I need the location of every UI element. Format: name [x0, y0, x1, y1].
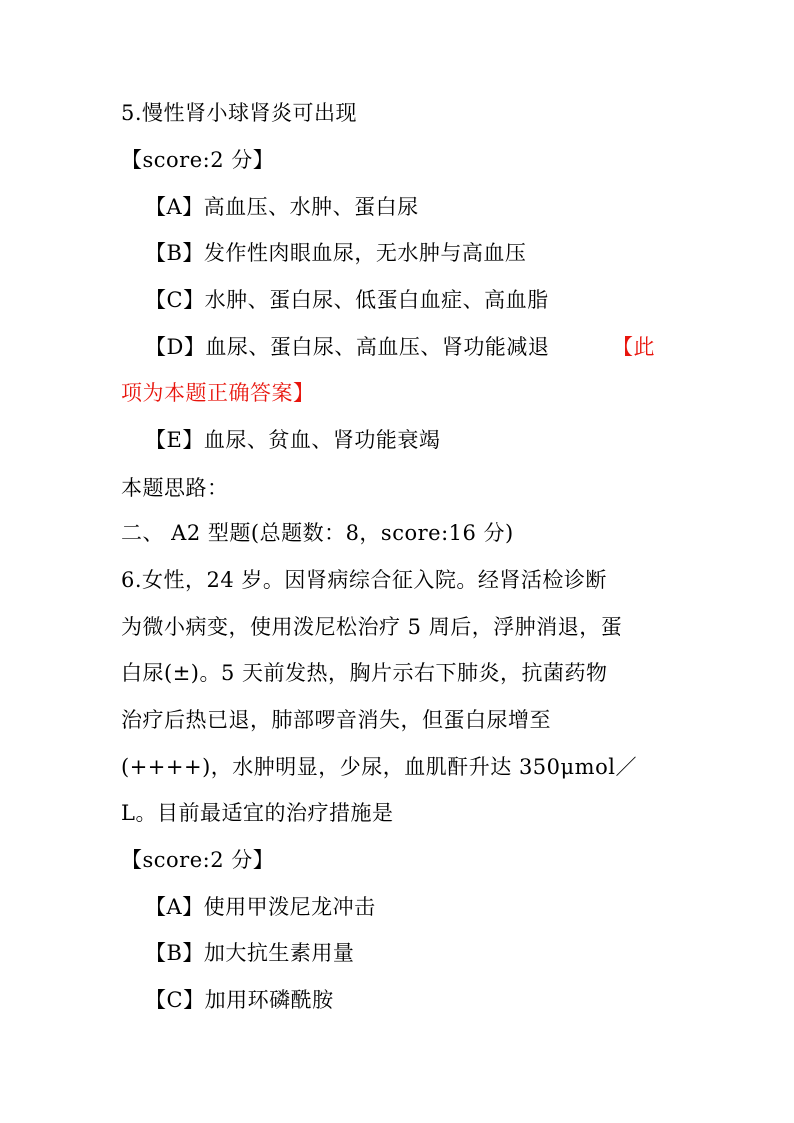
q5-option-e: 【E】血尿、贫血、肾功能衰竭 — [145, 428, 441, 452]
q6-question-line: (++++)，水肿明显，少尿，血肌酐升达 350μmol／ — [121, 755, 637, 779]
q5-correct-mark-part2: 项为本题正确答案】 — [121, 381, 315, 405]
q5-option-c: 【C】水肿、蛋白尿、低蛋白血症、高血脂 — [145, 288, 549, 312]
q5-thinking: 本题思路： — [121, 476, 229, 500]
q6-score: 【score:2 分】 — [121, 848, 275, 872]
q6-question-line: 为微小病变，使用泼尼松治疗 5 周后，浮肿消退，蛋 — [121, 615, 623, 639]
q5-option-a: 【A】高血压、水肿、蛋白尿 — [145, 195, 419, 219]
q6-question-line: 6.女性，24 岁。因肾病综合征入院。经肾活检诊断 — [121, 568, 607, 592]
section-heading: 二、 A2 型题(总题数：8，score:16 分) — [121, 521, 514, 545]
q6-question-line: 治疗后热已退，肺部啰音消失，但蛋白尿增至 — [121, 708, 551, 732]
q6-option-b: 【B】加大抗生素用量 — [145, 941, 355, 965]
q5-correct-mark-part1: 【此 — [612, 335, 655, 359]
q6-question-line: 白尿(±)。5 天前发热，胸片示右下肺炎，抗菌药物 — [121, 661, 608, 685]
q6-question-line: L。目前最适宜的治疗措施是 — [121, 801, 394, 825]
q5-option-d: 【D】血尿、蛋白尿、高血压、肾功能减退 — [145, 335, 550, 359]
q6-option-c: 【C】加用环磷酰胺 — [145, 988, 334, 1012]
q5-option-b: 【B】发作性肉眼血尿，无水肿与高血压 — [145, 241, 527, 265]
q5-question: 5.慢性肾小球肾炎可出现 — [121, 101, 358, 125]
q6-option-a: 【A】使用甲泼尼龙冲击 — [145, 895, 376, 919]
q5-score: 【score:2 分】 — [121, 148, 275, 172]
